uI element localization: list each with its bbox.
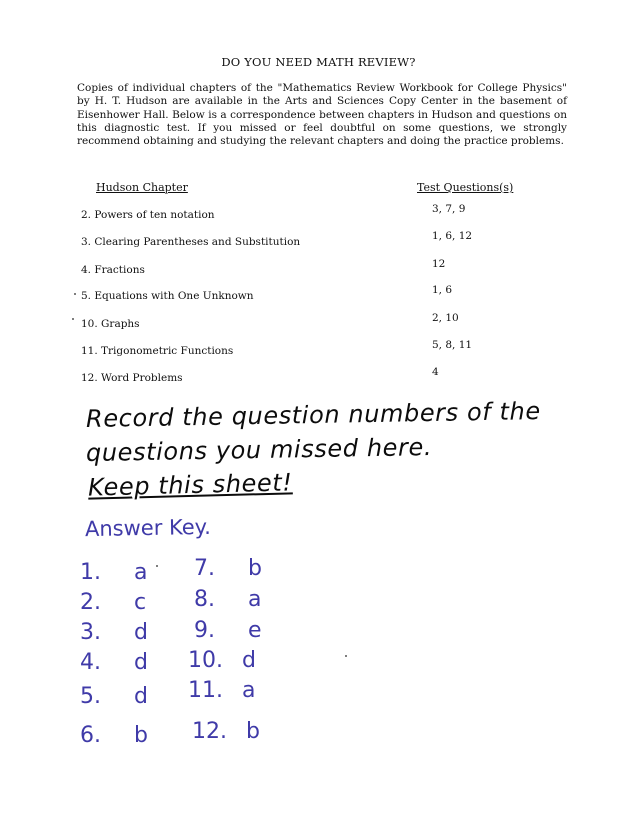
questions-cell: 1, 6, 12 bbox=[432, 230, 473, 242]
table-row bbox=[0, 366, 637, 390]
page-title: DO YOU NEED MATH REVIEW? bbox=[221, 55, 416, 69]
answer-letter: d bbox=[242, 648, 256, 673]
answer-number: 3. bbox=[80, 620, 101, 645]
answer-item bbox=[80, 650, 148, 675]
answer-item bbox=[80, 560, 147, 585]
answer-item bbox=[194, 556, 262, 581]
answer-number: 8. bbox=[194, 587, 215, 612]
chapter-cell: 2. Powers of ten notation bbox=[81, 209, 215, 221]
answer-item bbox=[194, 618, 262, 643]
questions-cell: 5, 8, 11 bbox=[432, 339, 473, 351]
answer-number: 11. bbox=[188, 678, 223, 703]
answer-letter: b bbox=[246, 719, 260, 744]
table-row bbox=[0, 258, 637, 282]
handwritten-note-line-1: Record the question numbers of the bbox=[85, 397, 541, 433]
answer-letter: d bbox=[134, 620, 148, 645]
answer-letter: a bbox=[134, 560, 148, 585]
table-row bbox=[0, 312, 637, 336]
answer-key-heading: Answer Key. bbox=[84, 514, 211, 542]
questions-cell: 12 bbox=[432, 258, 446, 270]
answer-item bbox=[188, 678, 255, 703]
answer-letter: c bbox=[134, 590, 147, 615]
answer-number: 5. bbox=[80, 684, 101, 709]
handwritten-note-line-2: questions you missed here. bbox=[85, 432, 433, 468]
column-header-chapter: Hudson Chapter bbox=[96, 181, 188, 194]
questions-cell: 1, 6 bbox=[432, 284, 453, 296]
answer-number: 1. bbox=[80, 560, 101, 585]
answer-item bbox=[80, 590, 146, 615]
questions-cell: 3, 7, 9 bbox=[432, 203, 466, 215]
questions-cell: 2, 10 bbox=[432, 312, 459, 324]
column-header-questions: Test Questions(s) bbox=[417, 181, 514, 194]
table-row bbox=[0, 203, 637, 227]
chapter-cell: 3. Clearing Parentheses and Substitution bbox=[81, 236, 301, 248]
answer-item bbox=[80, 684, 148, 709]
answer-item bbox=[188, 648, 256, 673]
table-row bbox=[0, 230, 637, 254]
table-row bbox=[0, 284, 637, 308]
answer-letter: a bbox=[242, 678, 256, 703]
answer-letter: b bbox=[134, 723, 148, 748]
answer-number: 12. bbox=[192, 719, 227, 744]
answer-number: 9. bbox=[194, 618, 215, 643]
answer-item bbox=[194, 587, 261, 612]
answer-letter: b bbox=[248, 556, 262, 581]
answer-item bbox=[80, 620, 148, 645]
table-row bbox=[0, 339, 637, 363]
scan-speck bbox=[74, 293, 76, 295]
answer-item bbox=[192, 719, 260, 744]
answer-number: 6. bbox=[80, 723, 101, 748]
answer-letter: d bbox=[134, 684, 148, 709]
answer-number: 7. bbox=[194, 556, 215, 581]
answer-number: 10. bbox=[188, 648, 223, 673]
answer-item bbox=[80, 723, 148, 748]
answer-letter: e bbox=[248, 618, 262, 643]
questions-cell: 4 bbox=[432, 366, 439, 378]
answer-number: 2. bbox=[80, 590, 101, 615]
handwritten-note-line-3: Keep this sheet! bbox=[87, 468, 293, 502]
intro-paragraph: Copies of individual chapters of the "Mathematics Review Workbook for College Physics" by H. T. Hudson are available in the Arts and Sciences Copy Center in the basement of Eisenhower Hall. Below is a correspondence between chapters in Hudson and questions on this diagnostic test. If you missed or feel doubtful on some questions, we strongly recommend obtaining and studying the relevant chapters and doing the practice problems. bbox=[77, 82, 567, 148]
scan-speck bbox=[345, 655, 347, 657]
chapter-cell: 4. Fractions bbox=[81, 264, 145, 276]
chapter-cell: 12. Word Problems bbox=[81, 372, 183, 384]
scan-speck bbox=[72, 318, 74, 320]
answer-letter: a bbox=[248, 587, 262, 612]
chapter-cell: 10. Graphs bbox=[81, 318, 140, 330]
chapter-cell: 11. Trigonometric Functions bbox=[81, 345, 234, 357]
answer-number: 4. bbox=[80, 650, 101, 675]
answer-letter: d bbox=[134, 650, 148, 675]
chapter-cell: 5. Equations with One Unknown bbox=[81, 290, 254, 302]
scan-speck bbox=[156, 565, 158, 567]
